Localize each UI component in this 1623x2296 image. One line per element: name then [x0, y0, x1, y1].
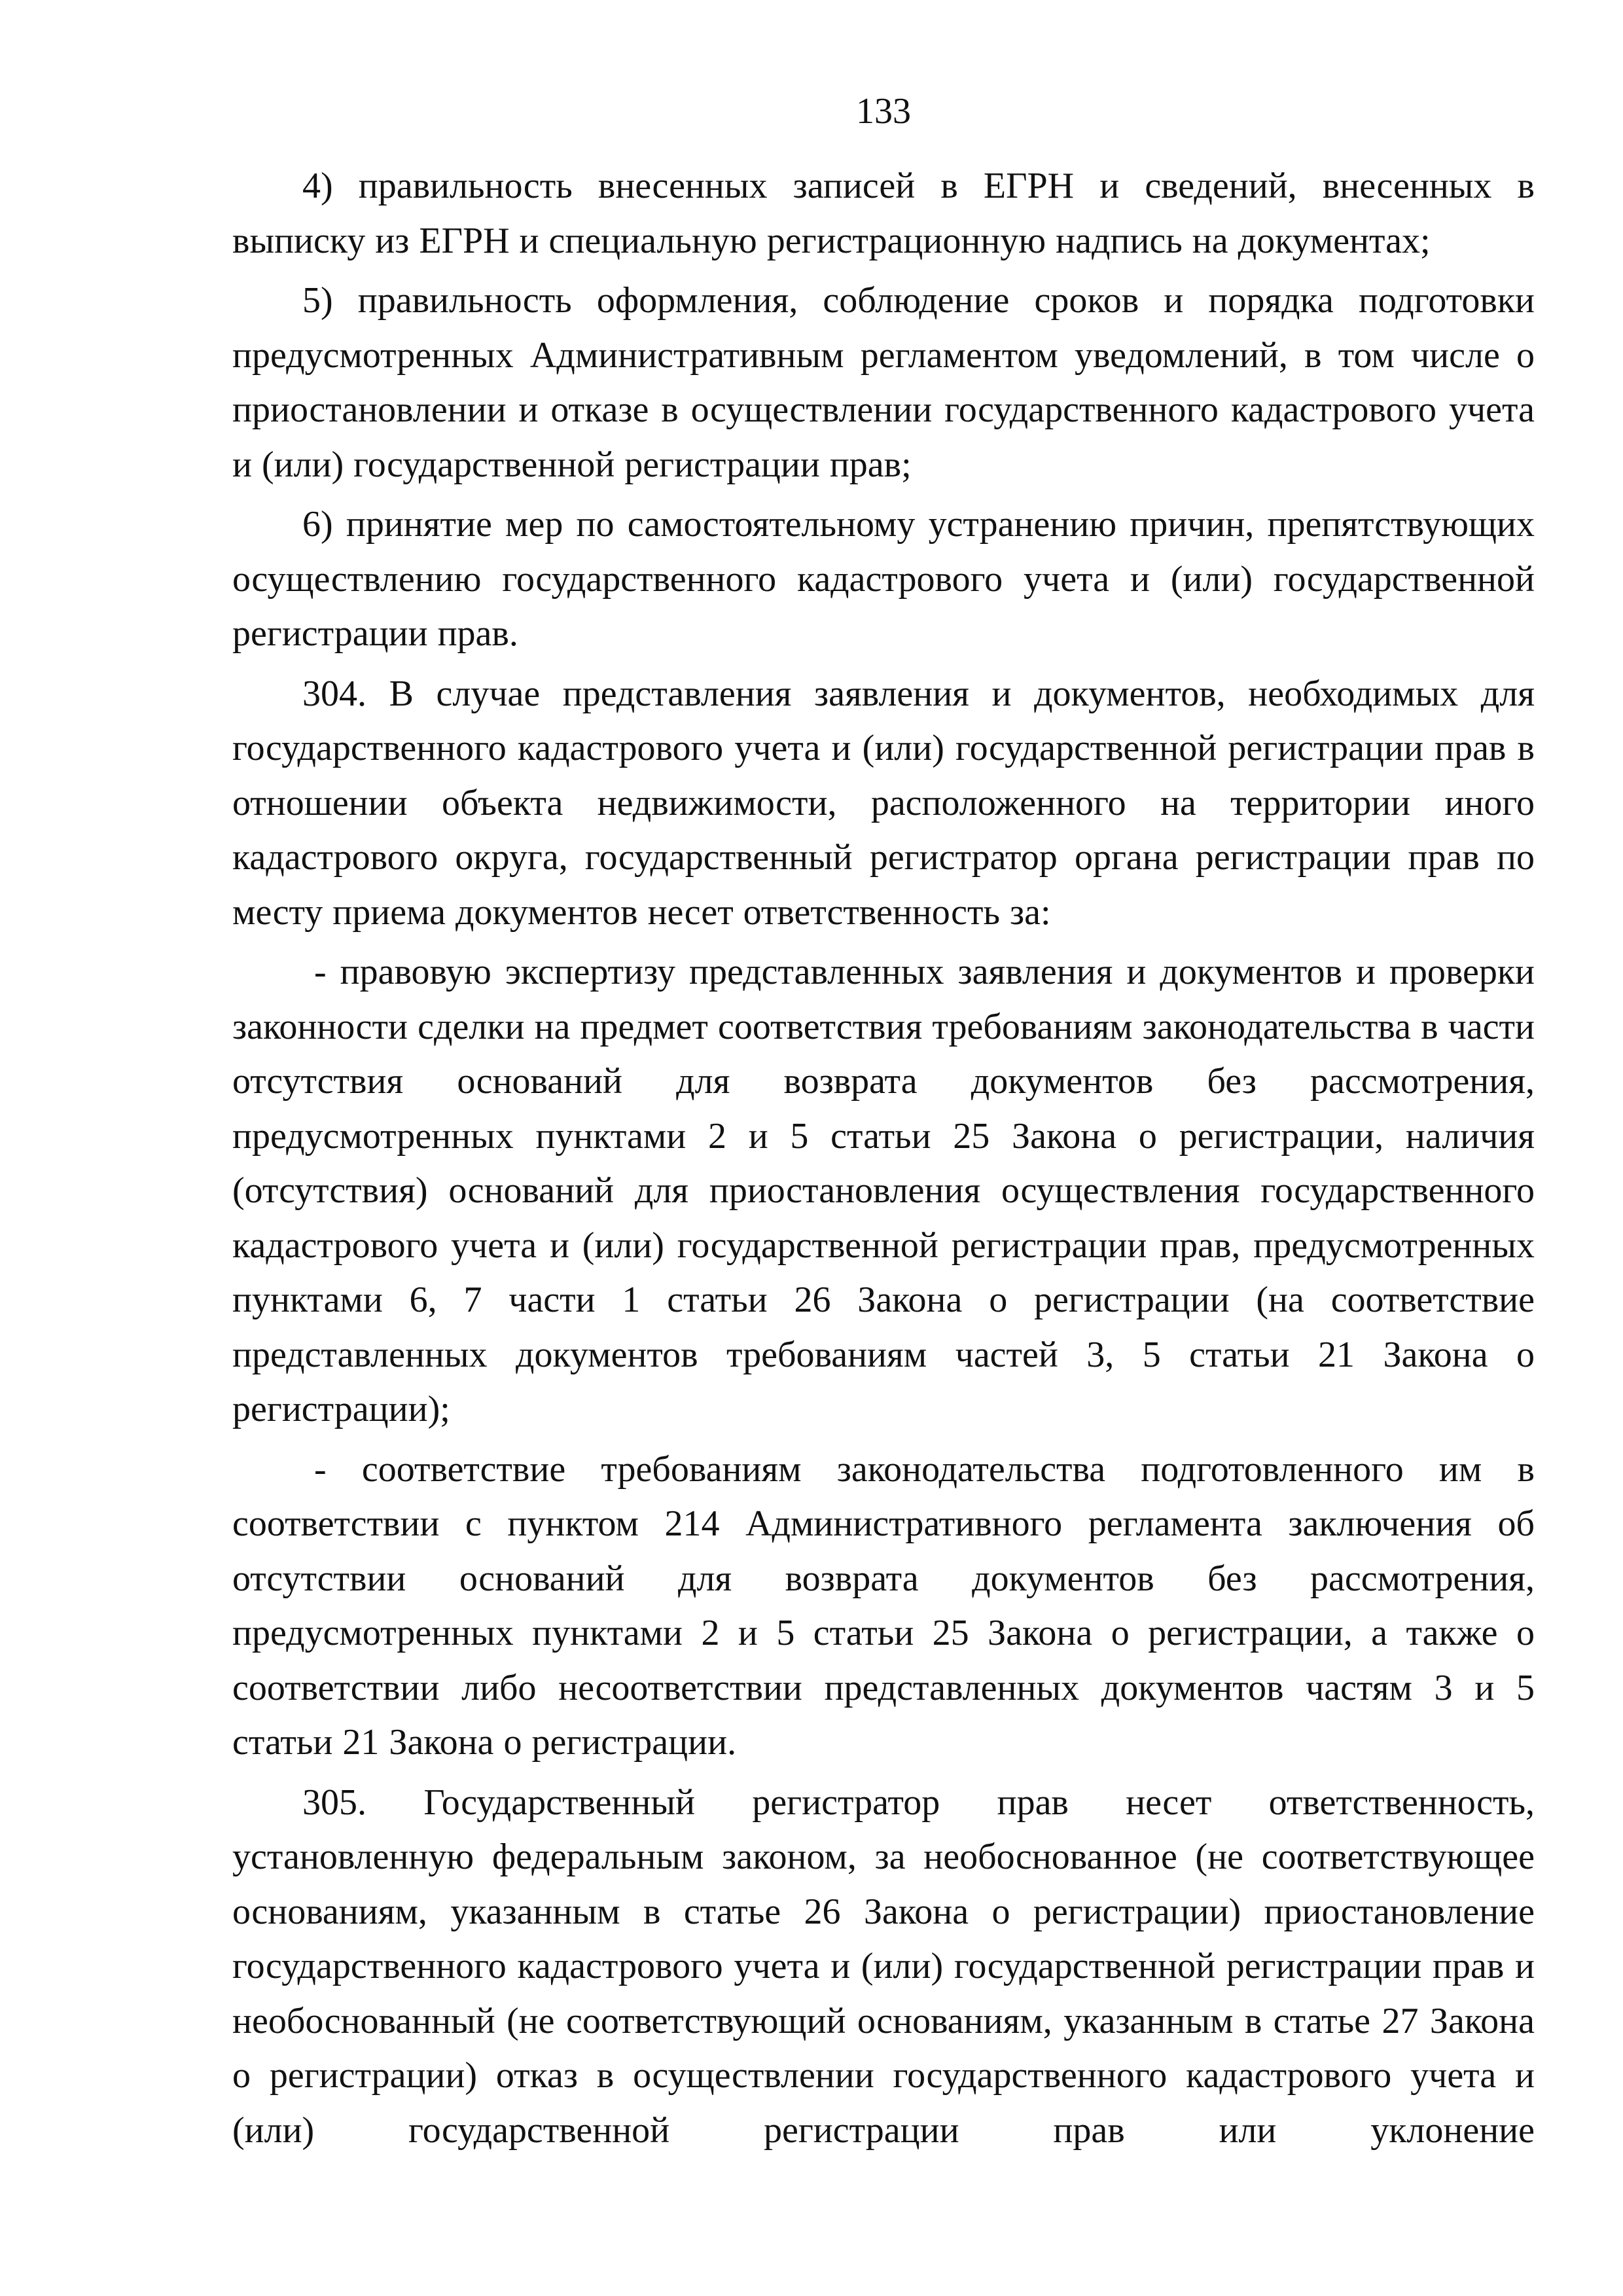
paragraph-304: 304. В случае представления заявления и документов, необходимых для государственного кадастрового учета и (или) государственной регистрации прав в отношении объекта недвижимости, расположенного на территории иного кадастрового округа, государственный регистратор органа регистрации прав по месту приема документов несет ответственность за:	[232, 673, 1535, 933]
paragraph-dash-conclusion: - соответствие требованиям законодательства подготовленного им в соответствии с пунктом 214 Административного регламента заключения об отсутствии оснований для возврата документов без рассмотрения, предусмотренных пунктами 2 и 5 статьи 25 Закона о регистрации, а также о соответствии либо несоответствии представленных документов частям 3 и 5 статьи 21 Закона о регистрации.	[232, 1448, 1535, 1763]
paragraph-item-5: 5) правильность оформления, соблюдение сроков и порядка подготовки предусмотренных Административным регламентом уведомлений, в том числе о приостановлении и отказе в осуществлении государственного кадастрового учета и (или) государственной регистрации прав;	[232, 280, 1535, 485]
paragraph-item-6: 6) принятие мер по самостоятельному устранению причин, препятствующих осуществлению государственного кадастрового учета и (или) государственной регистрации прав.	[232, 504, 1535, 654]
paragraph-dash-legal-review: - правовую экспертизу представленных заявления и документов и проверки законности сделки на предмет соответствия требованиям законодательства в части отсутствия оснований для возврата документов без рассмотрения, предусмотренных пунктами 2 и 5 статьи 25 Закона о регистрации, наличия (отсутствия) оснований для приостановления осуществления государственного кадастрового учета и (или) государственной регистрации прав, предусмотренных пунктами 6, 7 части 1 статьи 26 Закона о регистрации (на соответствие представленных документов требованиям частей 3, 5 статьи 21 Закона о регистрации);	[232, 952, 1535, 1429]
paragraph-item-4: 4) правильность внесенных записей в ЕГРН и сведений, внесенных в выписку из ЕГРН и специальную регистрационную надпись на документах;	[232, 166, 1535, 261]
paragraph-305: 305. Государственный регистратор прав несет ответственность, установленную федеральным законом, за необоснованное (не соответствующее основаниям, указанным в статье 26 Закона о регистрации) приостановление государственного кадастрового учета и (или) государственной регистрации прав и необоснованный (не соответствующий основаниям, указанным в статье 27 Закона о регистрации) отказ в осуществлении государственного кадастрового учета и (или) государственной регистрации прав или уклонение	[232, 1782, 1535, 2151]
document-page	[232, 88, 1535, 2163]
page-number: 133	[856, 91, 911, 132]
